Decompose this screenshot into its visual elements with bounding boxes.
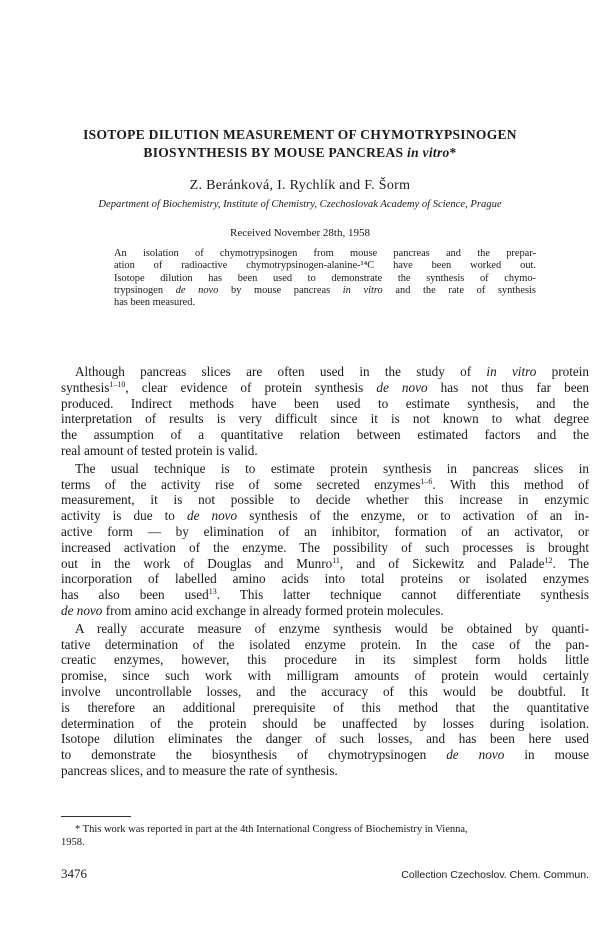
article-title	[60, 126, 540, 162]
text-line: promise, since such work with milligram amounts of protein would certainly	[61, 668, 589, 684]
footnote	[61, 823, 589, 849]
text-line: A really accurate measure of enzyme synthesis would be obtained by quanti-	[75, 620, 589, 636]
text-line: is therefore an additional prerequisite of this method that the quantitative	[61, 699, 589, 715]
abstract-line: trypsinogen de novo by mouse pancreas in vitro and the rate of synthesis	[114, 284, 536, 296]
text-line: synthesis$^{1-10}$, clear evidence of protein synthesis de novo has not thus far been	[61, 379, 589, 395]
abstract-line: ation of radioactive chymotrypsinogen-alanine-¹⁴C have been worked out.	[114, 260, 536, 272]
text-line: produced. Indirect methods have been used to estimate synthesis, and the	[61, 395, 589, 411]
body-text	[61, 364, 589, 781]
text-line: has also been used$^{13}$. This latter technique cannot differentiate synthesis	[61, 587, 589, 603]
text-line: out in the work of Douglas and Munro$^{11}$, and of Sickewitz and Palade$^{12}$. The	[61, 555, 589, 571]
abstract	[114, 248, 536, 309]
footnote-line: 1958.	[61, 837, 85, 848]
text-line: Although pancreas slices are often used in the study of in vitro protein	[75, 364, 589, 379]
title-line-1: ISOTOPE DILUTION MEASUREMENT OF CHYMOTRYPSINOGEN	[83, 127, 517, 142]
text-line: The usual technique is to estimate protein synthesis in pancreas slices in	[75, 460, 589, 476]
abstract-line: Isotope dilution has been used to demonstrate the synthesis of chymo-	[114, 272, 536, 284]
page-number: 3476	[61, 866, 87, 881]
text-line: Isotope dilution eliminates the danger of such losses, and has been here used	[61, 731, 589, 747]
footnote-line: * This work was reported in part at the 4th International Congress of Biochemistry in Vienna,	[75, 824, 468, 835]
text-line: to demonstrate the biosynthesis of chymotrypsinogen de novo in mouse	[61, 747, 589, 763]
text-line: the assumption of a quantitative relation between estimated factors and the	[61, 427, 589, 443]
received-date: Received November 28th, 1958	[230, 227, 370, 239]
text-line: determination of the protein should be unaffected by losses during isolation.	[61, 715, 589, 731]
text-line: measurement, it is not possible to decide whether this increase in enzymic	[61, 492, 589, 508]
text-line: involve uncontrollable losses, and the accuracy of this would be doubtful. It	[61, 683, 589, 699]
text-line: interpretation of results is very difficult since it is not known to what degree	[61, 411, 589, 427]
affiliation: Department of Biochemistry, Institute of Chemistry, Czechoslovak Academy of Science, Prague	[98, 199, 502, 210]
journal-name: Collection Czechoslov. Chem. Commun.	[401, 869, 589, 881]
text-line: active form — by elimination of an inhibitor, formation of an activator, or	[61, 523, 589, 539]
paragraph-1	[61, 364, 589, 459]
text-line: tative determination of the isolated enzyme protein. In the case of the pan-	[61, 636, 589, 652]
text-line: terms of the activity rise of some secreted enzymes$^{1-6}$. With this method of	[61, 476, 589, 492]
footnote-divider	[61, 816, 131, 817]
abstract-line: An isolation of chymotrypsinogen from mouse pancreas and the prepar-	[114, 248, 536, 259]
text-line: creatic enzymes, however, this procedure in its simplest form holds little	[61, 652, 589, 668]
authors: Z. Beránková, I. Rychlík and F. Šorm	[189, 178, 411, 193]
abstract-line: has been measured.	[114, 297, 196, 309]
text-line: real amount of tested protein is valid.	[61, 442, 258, 458]
text-line: activity is due to de novo synthesis of the enzyme, or to activation of an in-	[61, 508, 589, 524]
paragraph-2	[61, 461, 589, 619]
text-line: increased activation of the enzyme. The possibility of such processes is brought	[61, 539, 589, 555]
title-line-2: BIOSYNTHESIS BY MOUSE PANCREAS in vitro*	[143, 145, 457, 160]
text-line: de novo from amino acid exchange in already formed protein molecules.	[61, 602, 444, 618]
paragraph-3	[61, 621, 589, 779]
text-line: incorporation of labelled amino acids into total proteins or isolated enzymes	[61, 571, 589, 587]
footnote-mark: *	[449, 145, 457, 160]
text-line: pancreas slices, and to measure the rate of synthesis.	[61, 762, 338, 778]
